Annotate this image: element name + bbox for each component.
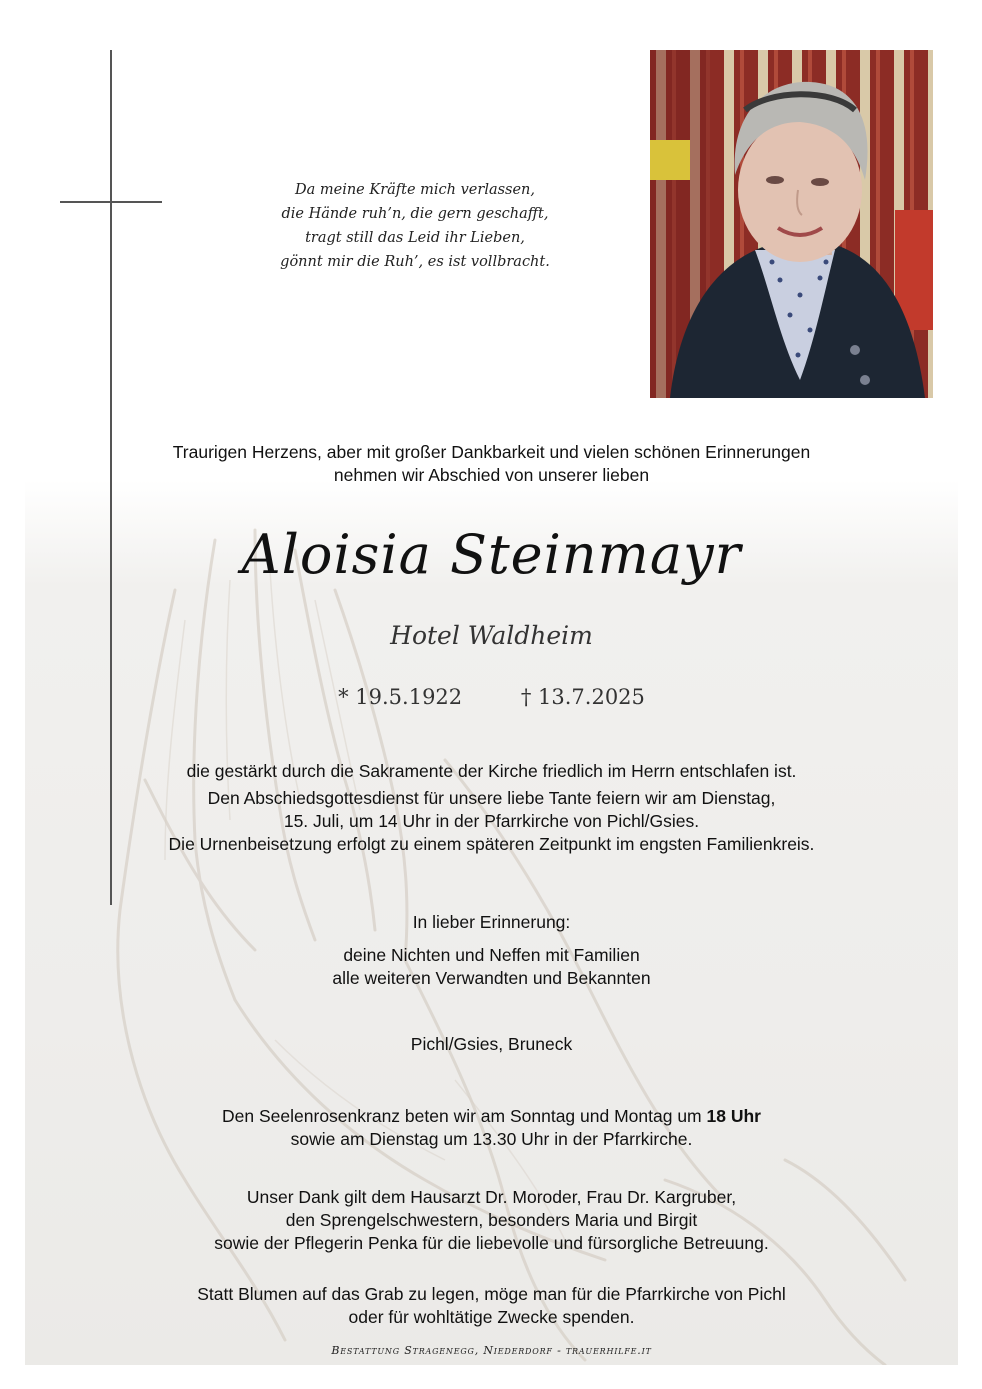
poem-line: gönnt mir die Ruh’, es ist vollbracht. bbox=[280, 254, 550, 270]
notice-line: die gestärkt durch die Sakramente der Kirche friedlich im Herrn entschlafen ist. bbox=[186, 761, 797, 781]
poem-line: die Hände ruh’n, die gern geschafft, bbox=[281, 206, 549, 222]
rosary-notice bbox=[25, 1105, 958, 1151]
portrait-photo bbox=[650, 50, 933, 398]
deceased-affiliation: Hotel Waldheim bbox=[390, 621, 593, 650]
mourners bbox=[25, 911, 958, 990]
flowers-line: Statt Blumen auf das Grab zu legen, möge man für die Pfarrkirche von Pichl bbox=[197, 1284, 786, 1304]
memory-heading: In lieber Erinnerung: bbox=[412, 912, 571, 932]
poem-line: tragt still das Leid ihr Lieben, bbox=[305, 230, 525, 246]
memory-line: alle weiteren Verwandten und Bekannten bbox=[332, 968, 651, 988]
thanks-line: Unser Dank gilt dem Hausarzt Dr. Moroder, Frau Dr. Kargruber, bbox=[246, 1187, 737, 1207]
rosary-line: sowie am Dienstag um 13.30 Uhr in der Pfarrkirche. bbox=[290, 1129, 693, 1149]
thanks-line: sowie der Pflegerin Penka für die liebevolle und fürsorgliche Betreuung. bbox=[214, 1233, 769, 1253]
notice-line: 15. Juli, um 14 Uhr in der Pfarrkirche von Pichl/Gsies. bbox=[283, 811, 700, 831]
death-date: † 13.7.2025 bbox=[520, 685, 645, 709]
memory-line: deine Nichten und Neffen mit Familien bbox=[343, 945, 640, 965]
intro-text bbox=[25, 441, 958, 487]
life-dates bbox=[25, 680, 958, 714]
portrait-image bbox=[650, 50, 933, 398]
donation-notice bbox=[25, 1283, 958, 1329]
cross-horizontal-bar bbox=[60, 201, 162, 203]
intro-line: Traurigen Herzens, aber mit großer Dankbarkeit und vielen schönen Erinnerungen bbox=[172, 442, 811, 462]
flowers-line: oder für wohltätige Zwecke spenden. bbox=[348, 1307, 635, 1327]
deceased-name: Aloisia Steinmayr bbox=[241, 523, 742, 586]
rosary-line: Den Seelenrosenkranz beten wir am Sonntag und Montag um 18 Uhr bbox=[222, 1106, 761, 1126]
funeral-home-footer: Bestattung Stragenegg, Niederdorf - trauerhilfe.it bbox=[331, 1344, 652, 1357]
rosary-time: 18 Uhr bbox=[706, 1106, 761, 1126]
thanks-line: den Sprengelschwestern, besonders Maria und Birgit bbox=[285, 1210, 698, 1230]
notice-line: Die Urnenbeisetzung erfolgt zu einem späteren Zeitpunkt im engsten Familienkreis. bbox=[168, 834, 815, 854]
places: Pichl/Gsies, Bruneck bbox=[410, 1034, 573, 1054]
birth-date: * 19.5.1922 bbox=[338, 685, 463, 709]
service-notice bbox=[25, 760, 958, 856]
intro-line: nehmen wir Abschied von unserer lieben bbox=[333, 465, 650, 485]
poem-line: Da meine Kräfte mich verlassen, bbox=[294, 182, 536, 198]
thanks-notice bbox=[25, 1186, 958, 1255]
notice-line: Den Abschiedsgottesdienst für unsere liebe Tante feiern wir am Dienstag, bbox=[207, 788, 776, 808]
poem bbox=[240, 178, 590, 274]
